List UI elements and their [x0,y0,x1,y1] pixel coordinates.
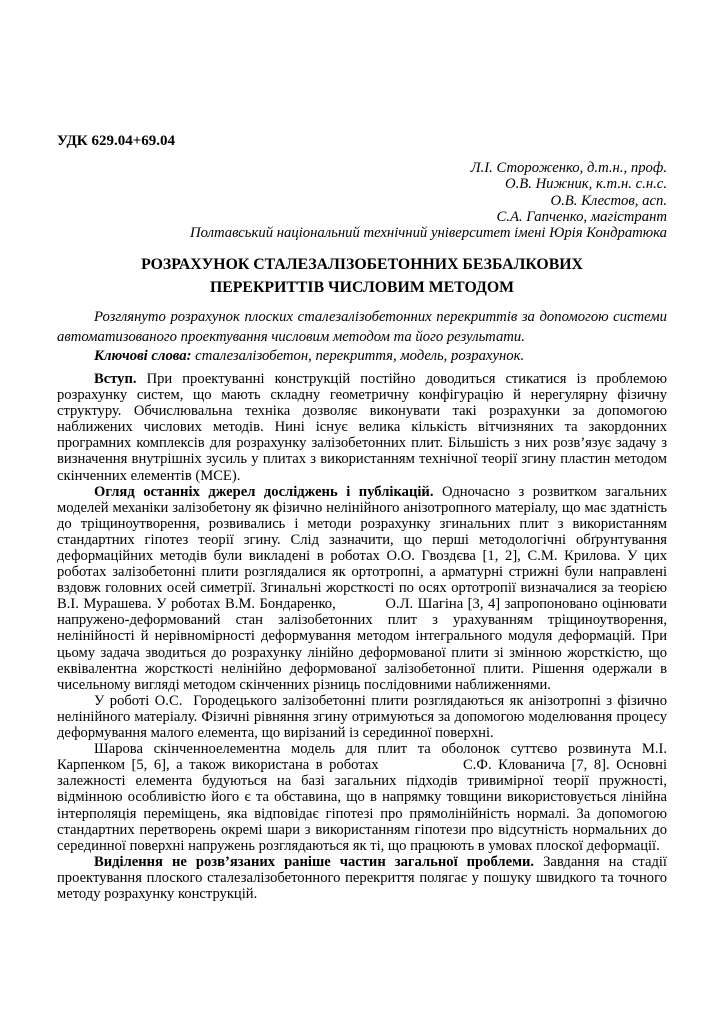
paragraph-introduction-text: При проектуванні конструкцій постійно доводиться стикатися із проблемою розрахунку систем, що мають складну геометричну конфігурацію й нерегулярну фізичну структуру. Обчислювальна техніка дозволяє виконувати такі розрахунки за допомогою наближених числових методів. Нині існує велика кількість вітчизняних та закордонних програмних комплексів для розрахунку залізобетонних плит. Більшість з них розв’язує задачу з визначення внутрішніх зусиль у плитах з використанням технічної теорії згину пластин методом скінченних елементів (МСЕ). [57,370,667,484]
paragraph-problem-statement-text: Завдання на стадії проектування плоского сталезалізобетонного перекриття полягає у пошуку швидкого та точного методу розрахунку конструкцій. [57,853,667,902]
paragraph-introduction-lead: Вступ. [94,370,147,387]
author-line-1: Л.І. Стороженко, д.т.н., проф. [470,160,667,176]
author-line-2: О.В. Нижник, к.т.н. с.н.с. [504,176,667,193]
author-line-3: О.В. Клестов, асп. [550,192,667,209]
paragraph-review-text: Одночасно з розвитком загальних моделей механіки залізобетону як фізично нелінійного анізотропного матеріалу, що має здатність до тріщиноутворення, розвивались і методи розрахунку згинальних плит з використанням стандартних гіпотез теорії згину. Слід зазначити, що перші методологічні обґрунтування деформаційних методів були викладені в роботах О.О. Гвоздєва [1, 2], С.М. Крилова. У цих роботах залізобетонні плити розглядалися як ортотропні, а арматурні стрижні були направлені вздовж головних осей симетрії. Згинальні жорсткості по осях ортотропії визначалися за теорією В.І. Мурашева. У роботах В.М. Бондаренко, О.Л. Шагіна [3, 4] запропоновано оцінювати напружено-деформований стан залізобетонних плит з урахуванням тріщиноутворення, нелінійності й нерівномірності деформування методом інтегрального модуля деформацій. При цьому задача зводиться до розрахунку лінійно деформованої плити зі змінною жорсткістю, що еквівалентна жорсткості нелінійно деформованої залізобетонної плити. Рішення одержали в чисельному вигляді методом скінченних різниць послідовними наближеннями. [57,483,667,693]
keywords-label: Ключові слова: [94,348,192,365]
paragraph-layered-model [57,741,667,854]
article-title [57,254,667,299]
keywords-line [57,347,667,367]
paragraph-introduction [57,371,667,484]
authors-block [57,160,667,241]
paragraph-problem-statement [57,854,667,902]
article-title-line-1: РОЗРАХУНОК СТАЛЕЗАЛІЗОБЕТОННИХ БЕЗБАЛКОВИХ [141,256,583,274]
paragraph-problem-statement-lead: Виділення не розв’язаних раніше частин загальної проблеми. [94,853,544,870]
udc-code: УДК 629.04+69.04 [57,133,175,149]
abstract-block [57,308,667,367]
paragraph-gorodetsky-text: У роботі О.С. Городецького залізобетонні плити розглядаються як анізотропні з фізично нелінійного матеріалу. Фізичні рівняння згину отримуються за допомогою моделювання процесу деформування малого елемента, що вирізаний із серединної поверхні. [57,692,667,742]
keywords-text: сталезалізобетон, перекриття, модель, розрахунок. [191,348,525,365]
affiliation-line: Полтавський національний технічний університет імені Юрія Кондратюка [189,225,667,242]
paragraph-review [57,484,667,693]
paragraph-layered-model-text: Шарова скінченноелементна модель для плит та оболонок суттєво розвинута М.І. Карпенком [5, 6], а також використана в роботах С.Ф. Клованича [7, 8]. Основні залежності елемента будуються на базі загальних підходів тривимірної теорії пружності, відмінною особливістю його є та обставина, що в напрямку товщини використовується лінійна інтерполяція переміщень, яка відповідає гіпотезі про прямолінійність нормалі. За допомогою стандартних перетворень окремі шари з використанням гіпотези про відсутність нормальних до серединної поверхні напружень розглядаються як ті, що працюють в умовах плоскої деформації. [57,741,667,854]
paragraph-gorodetsky [57,693,667,741]
paragraph-review-lead: Огляд останніх джерел досліджень і публікацій. [94,483,443,500]
author-line-4: С.А. Гапченко, магістрант [496,208,667,225]
abstract-text: Розглянуто розрахунок плоских сталезалізобетонних перекриттів за допомогою системи автоматизованого проектування числовим методом та його результати. [57,309,667,345]
article-title-line-2: ПЕРЕКРИТТІВ ЧИСЛОВИМ МЕТОДОМ [209,278,515,296]
article-body [57,371,667,902]
